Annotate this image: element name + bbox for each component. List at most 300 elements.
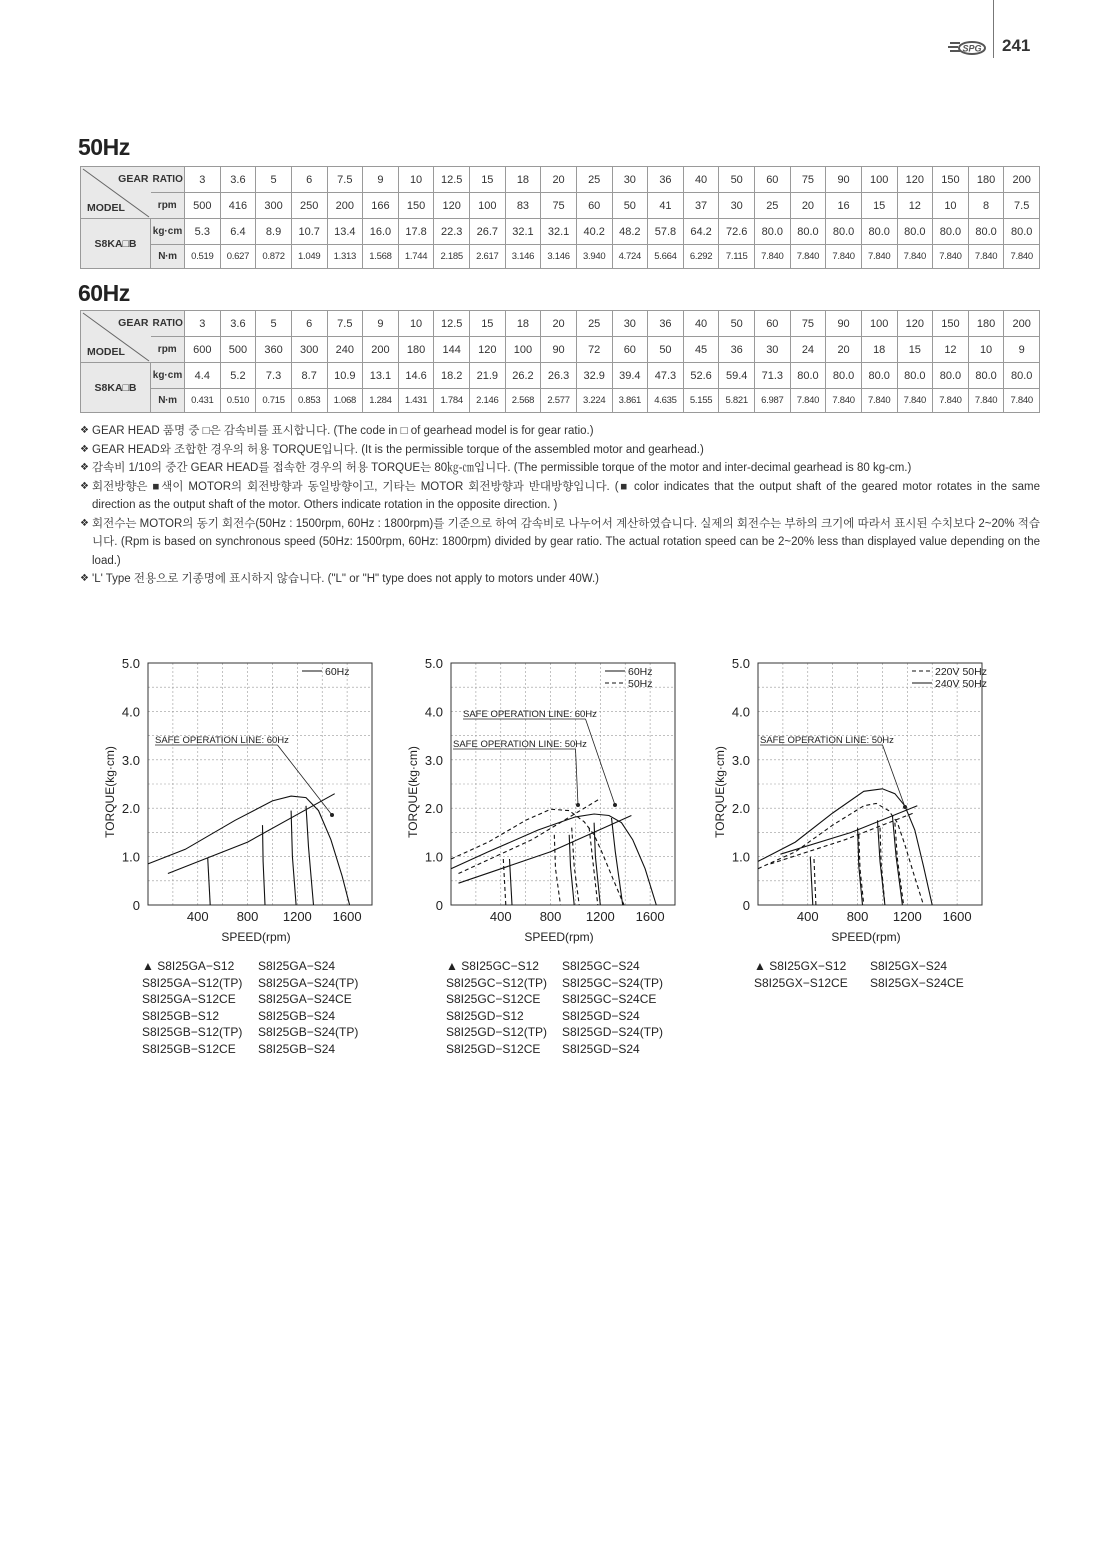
series-curve	[208, 858, 211, 905]
ratio-cell: 3	[185, 167, 221, 193]
torque-kgcm-cell: 47.3	[648, 363, 684, 389]
torque-nm-cell: 5.664	[648, 245, 684, 269]
rpm-cell: 500	[220, 337, 256, 363]
ratio-row	[81, 311, 1040, 337]
series-curve	[895, 823, 904, 905]
annotation-arrow	[883, 745, 906, 807]
torque-nm-cell: 4.724	[612, 245, 648, 269]
ratio-cell: 7.5	[327, 311, 363, 337]
rpm-cell: 41	[648, 193, 684, 219]
ratio-cell: 5	[256, 167, 292, 193]
note-text: 회전수는 MOTOR의 동기 회전수(50Hz : 1500rpm, 60Hz : 1800rpm)를 기준으로 하여 감속비로 나누어서 계산하였습니다. 실제의 회전수는 부하의 크기에 따라서 표시된 수치보다 2~20% 적습니다. (Rpm is based on synchronous speed (50Hz: 1500rpm, 60Hz: 1800rpm) divided by gear ratio. The actual rotation speed can be 2~20% less than displayed value depending on the load.)	[92, 517, 1040, 567]
rpm-cell: 150	[398, 193, 434, 219]
torque-kgcm-cell: 80.0	[861, 219, 897, 245]
rpm-cell: 300	[291, 337, 327, 363]
model-item: S8I25GX−S24CE	[870, 975, 964, 990]
ratio-cell: 40	[683, 311, 719, 337]
table-title-60hz: 60Hz	[78, 280, 130, 306]
y-tick-label: 2.0	[121, 801, 140, 817]
ratio-cell: 75	[790, 167, 826, 193]
rpm-cell: 15	[861, 193, 897, 219]
rpm-cell: 200	[327, 193, 363, 219]
rpm-cell: 416	[220, 193, 256, 219]
model-item: ▲ S8I25GX−S12	[754, 959, 847, 973]
y-tick-label: 3.0	[121, 752, 140, 768]
torque-kgcm-cell: 4.4	[185, 363, 221, 389]
note-text: 'L' Type 전용으로 기종명에 표시하지 않습니다. ("L" or "H" type does not apply to motors under 40W.)	[92, 573, 599, 585]
torque-kgcm-cell: 40.2	[576, 219, 612, 245]
annotation-arrow	[576, 749, 579, 805]
rpm-cell: 30	[719, 193, 755, 219]
series-curve	[306, 806, 314, 905]
torque-nm-cell: 3.146	[541, 245, 577, 269]
y-tick-label: 0	[742, 898, 750, 913]
torque-kgcm-row	[81, 363, 1040, 389]
nm-unit-label: N·m	[151, 389, 185, 413]
ratio-cell: 6	[291, 311, 327, 337]
torque-kgcm-cell: 80.0	[933, 363, 969, 389]
torque-kgcm-cell: 72.6	[719, 219, 755, 245]
x-tick-label: 400	[186, 909, 209, 924]
rpm-cell: 166	[363, 193, 399, 219]
legend-label: 50Hz	[628, 678, 653, 690]
torque-kgcm-cell: 14.6	[398, 363, 434, 389]
torque-kgcm-cell: 80.0	[968, 363, 1004, 389]
model-item: S8I25GB−S24(TP)	[258, 1025, 359, 1039]
rpm-cell: 45	[683, 337, 719, 363]
series-curve	[612, 818, 623, 905]
model-item: S8I25GD−S24	[562, 1041, 640, 1056]
rpm-cell: 16	[826, 193, 862, 219]
ratio-cell: 25	[576, 311, 612, 337]
x-tick-label: 1600	[332, 909, 362, 924]
safe-operation-label: SAFE OPERATION LINE: 60Hz	[155, 735, 289, 746]
header-corner-cell	[81, 167, 151, 219]
torque-nm-cell: 0.510	[220, 389, 256, 413]
series-curve	[263, 825, 266, 905]
torque-nm-row	[81, 389, 1040, 413]
y-tick-label: 5.0	[121, 656, 140, 671]
table-title-50hz: 50Hz	[78, 134, 130, 160]
ratio-cell: 5	[256, 311, 292, 337]
rpm-cell: 24	[790, 337, 826, 363]
torque-nm-cell: 1.744	[398, 245, 434, 269]
model-item: S8I25GB−S12(TP)	[142, 1025, 243, 1039]
torque-nm-cell: 0.627	[220, 245, 256, 269]
rpm-cell: 83	[505, 193, 541, 219]
model-item: S8I25GD−S12	[446, 1008, 524, 1023]
rpm-cell: 60	[576, 193, 612, 219]
kgcm-unit-label: kg·cm	[151, 219, 185, 245]
series-curve	[148, 796, 350, 905]
torque-nm-cell: 2.617	[470, 245, 506, 269]
model-column	[258, 958, 358, 1057]
ratio-cell: 9	[363, 311, 399, 337]
torque-nm-cell: 2.577	[541, 389, 577, 413]
x-tick-label: 400	[796, 909, 819, 924]
torque-kgcm-cell: 52.6	[683, 363, 719, 389]
torque-nm-cell: 7.840	[897, 245, 933, 269]
y-axis-label: TORQUE(kg·cm)	[103, 746, 117, 838]
ratio-cell: 120	[897, 311, 933, 337]
model-item: S8I25GC−S12CE	[446, 992, 541, 1006]
torque-nm-cell: 2.568	[505, 389, 541, 413]
torque-kgcm-cell: 6.4	[220, 219, 256, 245]
x-tick-label: 800	[846, 909, 869, 924]
note-bullet-icon: ❖	[80, 517, 89, 529]
ratio-label: RATIO	[151, 167, 185, 193]
series-curve	[459, 816, 632, 884]
model-item: S8I25GB−S24	[258, 1041, 336, 1056]
torque-kgcm-cell: 80.0	[1004, 219, 1040, 245]
ratio-cell: 36	[648, 167, 684, 193]
x-axis-label: SPEED(rpm)	[831, 930, 901, 944]
torque-kgcm-cell: 57.8	[648, 219, 684, 245]
note-item	[80, 570, 1040, 589]
spec-table-60hz	[80, 310, 1040, 413]
note-text: GEAR HEAD 품명 중 □은 감속비를 표시합니다. (The code in □ of gearhead model is for gear ratio.)	[92, 425, 594, 437]
torque-kgcm-cell: 8.7	[291, 363, 327, 389]
series-curve	[554, 835, 560, 905]
x-tick-label: 800	[236, 909, 259, 924]
spec-table-50hz	[80, 166, 1040, 269]
y-tick-label: 5.0	[731, 656, 750, 671]
rpm-cell: 7.5	[1004, 193, 1040, 219]
torque-nm-cell: 1.284	[363, 389, 399, 413]
note-text: GEAR HEAD와 조합한 경우의 허용 TORQUE입니다. (It is the permissible torque of the assembled motor and gearhead.)	[92, 443, 704, 456]
model-item: S8I25GC−S24CE	[562, 992, 657, 1006]
torque-kgcm-cell: 80.0	[790, 363, 826, 389]
torque-nm-cell: 3.940	[576, 245, 612, 269]
gear-label: GEAR	[118, 173, 149, 185]
rpm-cell: 15	[897, 337, 933, 363]
model-column	[446, 958, 547, 1057]
torque-nm-cell: 1.313	[327, 245, 363, 269]
torque-nm-cell: 1.049	[291, 245, 327, 269]
model-item: S8I25GD−S24(TP)	[562, 1025, 664, 1039]
rpm-cell: 12	[933, 337, 969, 363]
safe-operation-label: SAFE OPERATION LINE: 60Hz	[463, 709, 597, 720]
gear-label: GEAR	[118, 317, 149, 329]
ratio-cell: 15	[470, 167, 506, 193]
model-item: S8I25GX−S12CE	[754, 975, 848, 990]
torque-nm-cell: 7.115	[719, 245, 755, 269]
y-tick-label: 3.0	[424, 752, 443, 768]
legend-label: 60Hz	[628, 666, 653, 678]
model-item: S8I25GB−S24	[258, 1008, 336, 1023]
torque-kgcm-cell: 5.3	[185, 219, 221, 245]
torque-kgcm-cell: 80.0	[826, 219, 862, 245]
rpm-cell: 300	[256, 193, 292, 219]
ratio-cell: 10	[398, 311, 434, 337]
ratio-cell: 9	[363, 167, 399, 193]
series-curve	[770, 813, 913, 864]
legend-label: 220V 50Hz	[935, 666, 987, 678]
nm-unit-label: N·m	[151, 245, 185, 269]
y-axis-label: TORQUE(kg·cm)	[713, 746, 727, 838]
ratio-cell: 40	[683, 167, 719, 193]
ratio-cell: 180	[968, 311, 1004, 337]
model-item: S8I25GB−S12	[142, 1008, 220, 1023]
torque-kgcm-cell: 80.0	[755, 219, 791, 245]
ratio-cell: 18	[505, 311, 541, 337]
y-tick-label: 4.0	[424, 704, 443, 720]
ratio-cell: 120	[897, 167, 933, 193]
rpm-cell: 500	[185, 193, 221, 219]
rpm-cell: 200	[363, 337, 399, 363]
rpm-cell: 360	[256, 337, 292, 363]
torque-kgcm-cell: 32.1	[505, 219, 541, 245]
rpm-cell: 250	[291, 193, 327, 219]
y-tick-label: 5.0	[424, 656, 443, 671]
rpm-row	[81, 193, 1040, 219]
ratio-cell: 200	[1004, 167, 1040, 193]
rpm-cell: 600	[185, 337, 221, 363]
torque-nm-cell: 1.568	[363, 245, 399, 269]
rpm-cell: 240	[327, 337, 363, 363]
note-bullet-icon: ❖	[80, 425, 89, 436]
rpm-cell: 12	[897, 193, 933, 219]
rpm-cell: 120	[434, 193, 470, 219]
x-tick-label: 1200	[282, 909, 312, 924]
ratio-cell: 12.5	[434, 167, 470, 193]
model-item: S8I25GB−S12CE	[142, 1041, 236, 1056]
note-text: 감속비 1/10의 중간 GEAR HEAD를 접속한 경우의 허용 TORQUE는 80㎏-㎝입니다. (The permissible torque of the motor and inter-decimal gearhead is 80 kg-cm.)	[92, 462, 912, 474]
legend-label: 60Hz	[325, 666, 350, 678]
rpm-cell: 100	[505, 337, 541, 363]
chart-svg	[100, 655, 380, 955]
note-text: 회전방향은 ■색이 MOTOR의 회전방향과 동일방향이고, 기타는 MOTOR 회전방향과 반대방향입니다. (■ color indicates that the output shaft of the geared motor rotates in the same direction as the output shaft of the motor. Others indicate rotation in the opposite direction. )	[92, 480, 1040, 511]
torque-speed-chart-2	[403, 655, 683, 955]
torque-nm-cell: 5.155	[683, 389, 719, 413]
rpm-cell: 37	[683, 193, 719, 219]
torque-kgcm-row	[81, 219, 1040, 245]
annotation-arrowhead	[903, 805, 907, 809]
torque-kgcm-cell: 32.9	[576, 363, 612, 389]
torque-kgcm-cell: 80.0	[933, 219, 969, 245]
x-tick-label: 1600	[635, 909, 665, 924]
model-item: S8I25GC−S12(TP)	[446, 975, 548, 990]
rpm-cell: 50	[612, 193, 648, 219]
model-name: S8KA□B	[81, 363, 151, 413]
page-number: 241	[1002, 36, 1031, 55]
model-column	[754, 958, 848, 991]
model-column	[870, 958, 964, 991]
model-item: S8I25GD−S24	[562, 1008, 640, 1023]
notes-list	[80, 422, 1040, 589]
model-item: S8I25GA−S24(TP)	[258, 975, 359, 990]
rpm-cell: 100	[470, 193, 506, 219]
ratio-cell: 18	[505, 167, 541, 193]
ratio-cell: 90	[826, 311, 862, 337]
y-tick-label: 0	[435, 898, 443, 913]
torque-nm-cell: 0.431	[185, 389, 221, 413]
x-tick-label: 800	[539, 909, 562, 924]
torque-nm-cell: 7.840	[861, 245, 897, 269]
legend-label: 240V 50Hz	[935, 678, 987, 690]
torque-nm-cell: 4.635	[648, 389, 684, 413]
safe-operation-label: SAFE OPERATION LINE: 50Hz	[453, 739, 587, 750]
rpm-cell: 50	[648, 337, 684, 363]
torque-nm-cell: 7.840	[1004, 389, 1040, 413]
rpm-cell: 120	[470, 337, 506, 363]
torque-nm-cell: 3.224	[576, 389, 612, 413]
svg-text:SPG: SPG	[962, 43, 982, 54]
torque-kgcm-cell: 10.7	[291, 219, 327, 245]
torque-nm-cell: 7.840	[826, 389, 862, 413]
kgcm-unit-label: kg·cm	[151, 363, 185, 389]
ratio-cell: 90	[826, 167, 862, 193]
model-item: S8I25GA−S12(TP)	[142, 975, 243, 990]
x-axis-label: SPEED(rpm)	[524, 930, 594, 944]
ratio-cell: 3.6	[220, 311, 256, 337]
torque-kgcm-cell: 10.9	[327, 363, 363, 389]
annotation-arrowhead	[613, 803, 617, 807]
torque-kgcm-cell: 26.7	[470, 219, 506, 245]
ratio-cell: 12.5	[434, 311, 470, 337]
note-item	[80, 515, 1040, 571]
ratio-cell: 75	[790, 311, 826, 337]
y-tick-label: 1.0	[731, 849, 750, 865]
torque-kgcm-cell: 80.0	[897, 219, 933, 245]
torque-nm-cell: 7.840	[790, 389, 826, 413]
ratio-cell: 50	[719, 311, 755, 337]
ratio-cell: 36	[648, 311, 684, 337]
torque-nm-cell: 7.840	[790, 245, 826, 269]
rpm-unit-label: rpm	[151, 193, 185, 219]
note-bullet-icon: ❖	[80, 573, 89, 584]
model-item: S8I25GA−S24CE	[258, 992, 352, 1006]
x-tick-label: 1200	[585, 909, 615, 924]
torque-kgcm-cell: 26.2	[505, 363, 541, 389]
torque-kgcm-cell: 32.1	[541, 219, 577, 245]
ratio-cell: 100	[861, 311, 897, 337]
y-tick-label: 2.0	[731, 801, 750, 817]
ratio-cell: 60	[755, 167, 791, 193]
model-item: S8I25GD−S12(TP)	[446, 1025, 548, 1039]
torque-nm-cell: 7.840	[968, 245, 1004, 269]
series-curve	[503, 859, 506, 905]
torque-nm-cell: 1.784	[434, 389, 470, 413]
torque-nm-cell: 6.987	[755, 389, 791, 413]
torque-kgcm-cell: 16.0	[363, 219, 399, 245]
chart-svg	[403, 655, 683, 955]
torque-kgcm-cell: 64.2	[683, 219, 719, 245]
torque-nm-cell: 5.821	[719, 389, 755, 413]
model-item: S8I25GC−S24	[562, 959, 640, 973]
note-bullet-icon: ❖	[80, 443, 89, 455]
torque-nm-cell: 7.840	[1004, 245, 1040, 269]
model-column	[142, 958, 242, 1057]
note-item	[80, 459, 1040, 478]
torque-nm-cell: 0.519	[185, 245, 221, 269]
torque-kgcm-cell: 26.3	[541, 363, 577, 389]
rpm-cell: 18	[861, 337, 897, 363]
torque-nm-row	[81, 245, 1040, 269]
torque-nm-cell: 7.840	[755, 245, 791, 269]
ratio-cell: 20	[541, 167, 577, 193]
torque-kgcm-cell: 80.0	[1004, 363, 1040, 389]
y-tick-label: 3.0	[731, 752, 750, 768]
annotation-arrowhead	[576, 803, 580, 807]
ratio-cell: 30	[612, 167, 648, 193]
ratio-cell: 6	[291, 167, 327, 193]
brand-logo-icon	[948, 40, 986, 56]
torque-speed-chart-3	[710, 655, 990, 955]
model-label: MODEL	[87, 346, 125, 358]
model-column	[562, 958, 663, 1057]
torque-nm-cell: 7.840	[933, 389, 969, 413]
series-curve	[814, 859, 816, 905]
torque-kgcm-cell: 39.4	[612, 363, 648, 389]
torque-nm-cell: 2.146	[470, 389, 506, 413]
torque-kgcm-cell: 80.0	[897, 363, 933, 389]
rpm-cell: 10	[968, 337, 1004, 363]
torque-nm-cell: 0.853	[291, 389, 327, 413]
model-item: ▲ S8I25GC−S12	[446, 959, 539, 973]
x-tick-label: 1200	[892, 909, 922, 924]
model-item: S8I25GA−S12CE	[142, 992, 236, 1006]
rpm-cell: 144	[434, 337, 470, 363]
torque-nm-cell: 1.431	[398, 389, 434, 413]
header-divider	[993, 0, 994, 58]
x-tick-label: 400	[489, 909, 512, 924]
header-corner-cell	[81, 311, 151, 363]
model-item: S8I25GD−S12CE	[446, 1041, 541, 1056]
series-curve	[291, 811, 296, 905]
note-bullet-icon: ❖	[80, 480, 89, 492]
x-tick-label: 1600	[942, 909, 972, 924]
ratio-cell: 30	[612, 311, 648, 337]
torque-kgcm-cell: 71.3	[755, 363, 791, 389]
annotation-arrowhead	[330, 813, 334, 817]
torque-nm-cell: 7.840	[897, 389, 933, 413]
ratio-cell: 150	[933, 311, 969, 337]
rpm-cell: 20	[790, 193, 826, 219]
note-item	[80, 422, 1040, 441]
torque-kgcm-cell: 80.0	[861, 363, 897, 389]
note-item	[80, 478, 1040, 515]
ratio-row	[81, 167, 1040, 193]
rpm-cell: 60	[612, 337, 648, 363]
y-tick-label: 4.0	[731, 704, 750, 720]
ratio-cell: 60	[755, 311, 791, 337]
torque-kgcm-cell: 8.9	[256, 219, 292, 245]
rpm-cell: 8	[968, 193, 1004, 219]
rpm-cell: 25	[755, 193, 791, 219]
torque-speed-chart-1	[100, 655, 380, 955]
torque-kgcm-cell: 18.2	[434, 363, 470, 389]
torque-kgcm-cell: 59.4	[719, 363, 755, 389]
torque-kgcm-cell: 80.0	[968, 219, 1004, 245]
x-axis-label: SPEED(rpm)	[221, 930, 291, 944]
rpm-cell: 9	[1004, 337, 1040, 363]
y-axis-label: TORQUE(kg·cm)	[406, 746, 420, 838]
model-item: S8I25GA−S24	[258, 959, 336, 973]
ratio-cell: 3	[185, 311, 221, 337]
safe-operation-label: SAFE OPERATION LINE: 50Hz	[760, 735, 894, 746]
rpm-cell: 30	[755, 337, 791, 363]
torque-nm-cell: 3.861	[612, 389, 648, 413]
ratio-cell: 200	[1004, 311, 1040, 337]
ratio-cell: 150	[933, 167, 969, 193]
torque-nm-cell: 7.840	[826, 245, 862, 269]
rpm-cell: 10	[933, 193, 969, 219]
note-bullet-icon: ❖	[80, 462, 89, 473]
series-curve	[569, 835, 574, 905]
ratio-cell: 180	[968, 167, 1004, 193]
rpm-cell: 36	[719, 337, 755, 363]
